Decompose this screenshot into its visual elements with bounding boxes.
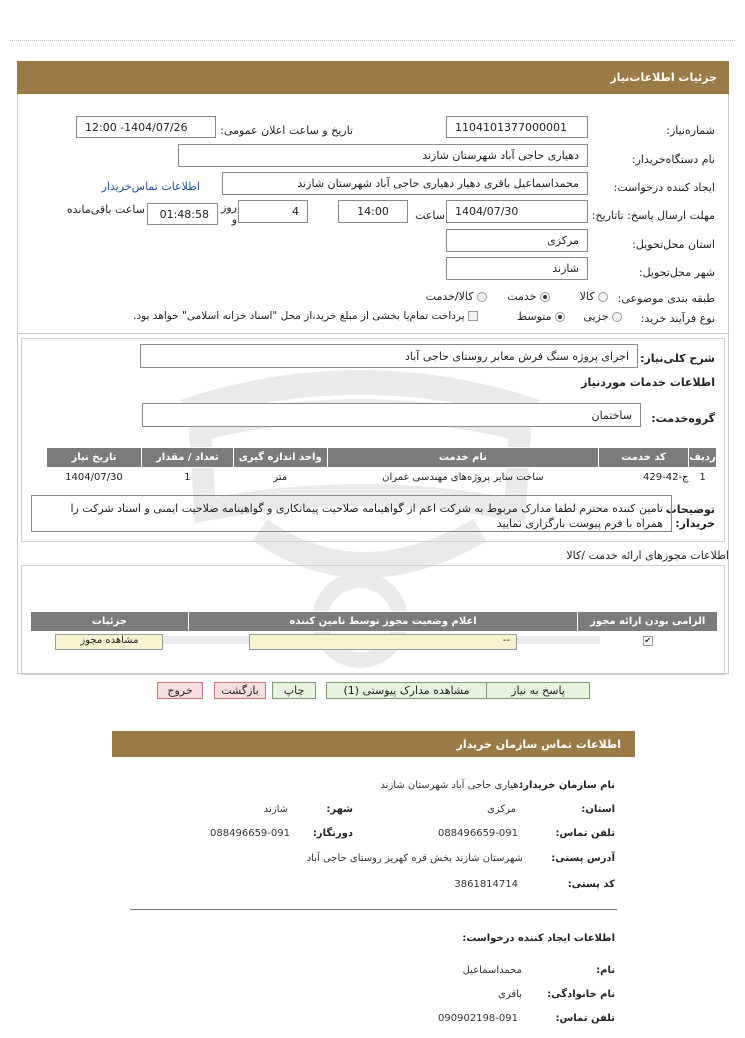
- category-both-label: کالا/خدمت: [425, 290, 474, 303]
- city-field: شازند: [446, 257, 588, 280]
- buyer-notes-field: تامین کننده محترم لطفا مدارک مربوط به شرکت اعم از گواهینامه صلاحیت پیمانکاری و گواهینامه صلاحیت ایمنی و اسناد شرکت را همراه با فرم پیوست بارگزاری نمایید: [31, 495, 672, 532]
- radio-minor[interactable]: [612, 312, 622, 322]
- details-header: [17, 61, 729, 94]
- view-permit-button[interactable]: مشاهده مجوز: [55, 634, 163, 650]
- table-row: [47, 468, 717, 488]
- col-name: نام خدمت: [327, 448, 598, 468]
- process-label: نوع فرآیند خرید:: [640, 312, 715, 325]
- permit-required-checkbox[interactable]: ✔: [644, 636, 652, 646]
- buyer-org-field: دهیاری حاجی آباد شهرستان شازند: [178, 144, 588, 167]
- creator-phone-label: تلفن تماس:: [555, 1013, 615, 1024]
- category-service-label: خدمت: [507, 290, 537, 303]
- category-label: طبقه بندی موضوعی:: [617, 292, 715, 305]
- creator-phone-value: 090902198-091: [438, 1013, 518, 1024]
- back-button[interactable]: بازگشت: [214, 682, 266, 699]
- contact-header: [112, 731, 635, 757]
- buyer-notes-label: توضیحات خریدار:: [665, 503, 715, 530]
- remaining-time-label: ساعت باقی‌مانده: [66, 203, 145, 216]
- process-medium-label: متوسط: [516, 310, 552, 323]
- col-permit-status: اعلام وضعیت مجوز توسط نامین کننده: [188, 612, 578, 632]
- contact-postal-label: کد پستی:: [567, 879, 615, 890]
- contact-city-value: شازند: [263, 804, 288, 815]
- creator-family-value: باقری: [498, 989, 522, 1000]
- contact-fax-label: دورنگار:: [312, 828, 353, 839]
- need-number-field: 1104101377000001: [446, 116, 588, 138]
- description-label: شرح کلی‌نیاز:: [640, 352, 715, 365]
- contact-address-label: آدرس پستی:: [551, 853, 615, 864]
- creator-label: ایجاد کننده درخواست:: [613, 181, 715, 194]
- services-table: [46, 447, 717, 488]
- cell-name: ساخت سایر پروژه‌های مهندسی عمران: [382, 472, 544, 484]
- creator-family-label: نام خانوادگی:: [547, 989, 615, 1000]
- permit-status-field[interactable]: --: [249, 634, 517, 650]
- category-option-service[interactable]: [507, 290, 550, 303]
- contact-address-value: شهرستان شازند بخش قره کهریز روستای حاجی آباد: [306, 853, 523, 864]
- col-row: ردیف: [689, 448, 717, 468]
- permits-title: اطلاعات مجوزهای ارائه خدمت /کالا: [566, 549, 729, 562]
- deadline-time-label: ساعت: [415, 209, 445, 222]
- creator-name-label: نام:: [596, 965, 615, 976]
- contact-divider: [130, 909, 617, 910]
- cell-permit-details: [31, 632, 189, 652]
- cell-permit-status: [188, 632, 578, 652]
- services-title: اطلاعات خدمات موردنیاز: [581, 376, 715, 389]
- cell-qty: 1: [184, 472, 191, 484]
- cell-date: 1404/07/30: [65, 472, 123, 484]
- payment-checkbox[interactable]: [468, 311, 478, 321]
- payment-option[interactable]: [133, 310, 478, 322]
- announce-field: 1404/07/26- 12:00: [76, 116, 216, 138]
- cell-permit-required: [578, 632, 718, 652]
- description-field: اجرای پروژه سنگ فرش معابر روستای حاجی آباد: [140, 344, 638, 368]
- category-option-goods[interactable]: [580, 290, 608, 303]
- details-title: جزئیات اطلاعات‌نیاز: [610, 71, 717, 84]
- cell-row: 1: [699, 472, 706, 484]
- announce-label: تاریخ و ساعت اعلان عمومی:: [220, 124, 353, 137]
- print-button[interactable]: چاپ: [272, 682, 316, 699]
- col-date: تاریخ نیاز: [47, 448, 142, 468]
- col-qty: تعداد / مقدار: [141, 448, 233, 468]
- contact-city-label: شهر:: [326, 804, 353, 815]
- services-header-row: [47, 448, 717, 468]
- creator-field: محمداسماعیل باقری دهیار دهیاری حاجی آباد شهرستان شازند: [222, 172, 588, 195]
- col-code: کد خدمت: [599, 448, 689, 468]
- creator-info-title: اطلاعات ایجاد کننده درخواست:: [462, 933, 615, 944]
- col-permit-required: الزامی بودن ارائه مجوز: [578, 612, 718, 632]
- radio-medium[interactable]: [555, 312, 565, 322]
- contact-phone-value: 088496659-091: [438, 828, 518, 839]
- reply-button[interactable]: پاسخ به نیاز: [486, 682, 590, 699]
- radio-service[interactable]: [540, 292, 550, 302]
- deadline-time-field: 14:00: [338, 200, 408, 223]
- cell-code: ج-42-429: [643, 472, 689, 484]
- need-number-label: شماره‌نیاز:: [666, 124, 715, 137]
- service-group-label: گروه‌خدمت:: [651, 412, 715, 425]
- category-goods-label: کالا: [579, 290, 595, 303]
- divider: [17, 333, 729, 334]
- buyer-org-label: نام دستگاه‌خریدار:: [631, 153, 715, 166]
- permits-table: [30, 611, 718, 652]
- service-group-field: ساختمان: [142, 403, 641, 427]
- deadline-date-field: 1404/07/30: [446, 200, 588, 223]
- contact-fax-value: 088496659-091: [210, 828, 290, 839]
- province-label: استان محل‌تحویل:: [632, 238, 715, 251]
- contact-province-label: استان:: [581, 804, 615, 815]
- contact-postal-value: 3861814714: [454, 879, 518, 890]
- top-dotted-divider: [10, 40, 735, 41]
- contact-province-value: مرکزی: [487, 804, 516, 815]
- process-option-minor[interactable]: [583, 310, 622, 323]
- contact-title: اطلاعات تماس سازمان خریدار: [456, 738, 621, 751]
- contact-org-label: نام سازمان خریدار:: [519, 780, 615, 791]
- city-label: شهر محل‌تحویل:: [638, 266, 715, 279]
- days-field: 4: [238, 200, 308, 223]
- contact-org-value: دهیاری حاجی آباد شهرستان شازند: [380, 780, 523, 791]
- days-label: روز و: [221, 201, 237, 226]
- province-field: مرکزی: [446, 229, 588, 252]
- buyer-contact-link[interactable]: اطلاعات تماس‌خریدار: [101, 180, 200, 193]
- creator-name-value: محمداسماعیل: [462, 965, 522, 976]
- contact-phone-label: تلفن تماس:: [555, 828, 615, 839]
- remaining-time-field: 01:48:58: [147, 203, 218, 225]
- table-row: [31, 632, 718, 652]
- radio-goods[interactable]: [598, 292, 608, 302]
- deadline-label: مهلت ارسال پاسخ: تاتاریخ:: [591, 209, 715, 222]
- payment-note: پرداخت تمام‌یا بخشی از مبلغ خرید،از محل "اسناد خزانه اسلامی" خواهد بود.: [133, 310, 465, 322]
- col-unit: واحد اندازه گیری: [233, 448, 327, 468]
- process-minor-label: جزیی: [583, 310, 609, 323]
- cell-unit: متر: [273, 472, 288, 484]
- process-option-medium[interactable]: [517, 310, 565, 323]
- exit-button[interactable]: خروج: [157, 682, 203, 699]
- view-attachments-button[interactable]: مشاهده مدارک پیوستی (1): [326, 682, 487, 699]
- permits-header-row: [31, 612, 718, 632]
- category-option-both[interactable]: [426, 290, 487, 303]
- radio-both[interactable]: [477, 292, 487, 302]
- col-permit-details: جزئیات: [31, 612, 189, 632]
